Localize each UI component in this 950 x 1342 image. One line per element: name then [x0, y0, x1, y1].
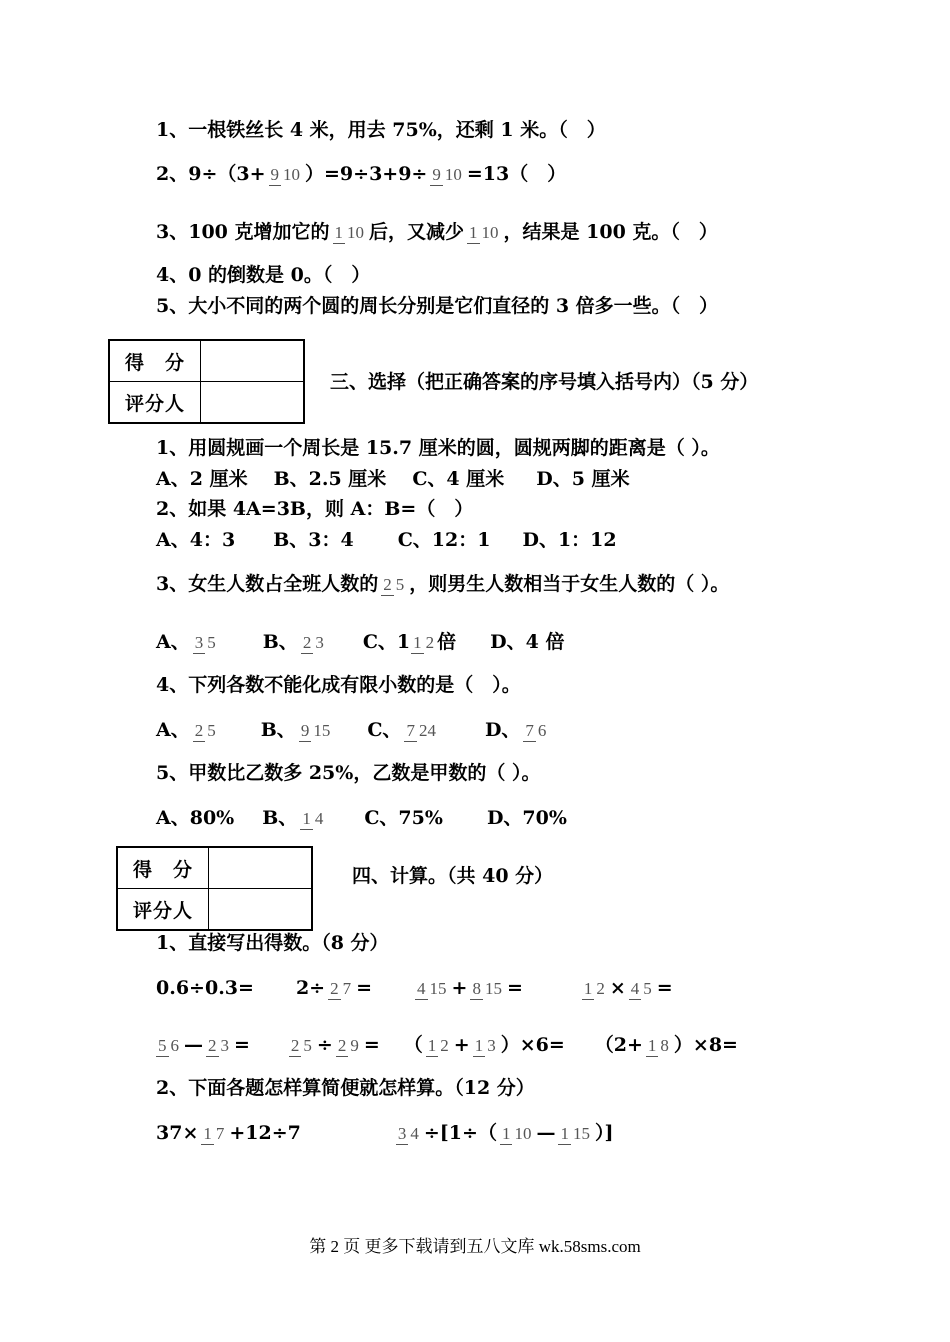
choice-question-2: 2、如果 4A=3B，则 A：B=（ ）	[156, 498, 474, 520]
choice-options-3: A、 3 5 B、 2 3 C、1 1 2 倍 D、4 倍	[156, 631, 565, 653]
fraction: 1 10	[334, 222, 364, 242]
fraction: 1 3	[474, 1035, 496, 1055]
calc-part-2-title: 2、下面各题怎样算简便就怎样算。（12 分）	[156, 1077, 535, 1099]
fraction: 1 2	[583, 978, 605, 998]
page-footer: 第 2 页 更多下载请到五八文库 wk.58sms.com	[309, 1237, 641, 1256]
score-cell	[209, 847, 313, 889]
grader-cell	[201, 382, 305, 424]
fraction: 4 5	[630, 978, 652, 998]
choice-options-4: A、 2 5 B、 9 15 C、 7 24 D、 7 6	[156, 719, 547, 741]
fraction: 2 7	[330, 978, 352, 998]
fraction: 7 6	[525, 720, 547, 740]
choice-options-2	[156, 528, 617, 552]
fraction: 1 8	[647, 1035, 669, 1055]
fraction: 1 15	[560, 1123, 590, 1143]
fraction: 9 10	[432, 164, 462, 184]
tf-question-3: 3、100 克增加它的 1 10 后，又减少 1 10 ，结果是 100 克。（ ）	[156, 221, 718, 243]
section-4-title: 四、计算。（共 40 分）	[352, 865, 554, 887]
fraction: 2 5	[194, 720, 216, 740]
calc-row-1: 0.6÷0.3= 2÷ 2 7 = 4 15 + 8 15 = 1 2 × 4 5 =	[156, 977, 673, 999]
fraction: 3 5	[194, 632, 216, 652]
option: D、1：12	[522, 529, 617, 551]
fraction: 1 10	[469, 222, 499, 242]
option: A、4：3	[156, 529, 236, 551]
fraction: 4 15	[417, 978, 447, 998]
grader-label: 评分人	[109, 382, 201, 424]
score-cell	[201, 340, 305, 382]
tf-q1-text: 1、一根铁丝长 4 米，用去 75%，还剩 1 米。（ ）	[156, 119, 606, 141]
score-box	[116, 846, 313, 931]
fraction: 9 15	[300, 720, 331, 740]
fraction: 1 2	[427, 1035, 449, 1055]
fraction: 2 9	[337, 1035, 359, 1055]
tf-question-5: 5、大小不同的两个圆的周长分别是它们直径的 3 倍多一些。（ ）	[156, 295, 719, 317]
choice-options-5: A、80% B、 1 4 C、75% D、70%	[156, 807, 567, 829]
choice-question-5: 5、甲数比乙数多 25%，乙数是甲数的（ ）。	[156, 762, 541, 784]
option: D、5 厘米	[536, 468, 630, 490]
option: A、2 厘米	[156, 468, 248, 490]
choice-options-1	[156, 467, 630, 491]
grader-cell	[209, 889, 313, 931]
fraction: 7 24	[406, 720, 436, 740]
fraction: 8 15	[472, 978, 502, 998]
choice-question-1: 1、用圆规画一个周长是 15.7 厘米的圆，圆规两脚的距离是（ ）。	[156, 437, 720, 459]
fraction: 2 5	[290, 1035, 312, 1055]
calc-row-3: 37× 1 7 +12÷7 3 4 ÷[1÷（ 1 10 — 1 15 ）]	[156, 1122, 614, 1144]
tf-question-1	[156, 118, 606, 142]
calc-row-2: 5 6 — 2 3 = 2 5 ÷ 2 9 = （ 1 2 + 1 3 ）×6= （2+ 1 8 ）×8=	[158, 1034, 738, 1056]
score-label: 得 分	[117, 847, 209, 889]
tf-question-4: 4、0 的倒数是 0。（ ）	[156, 264, 371, 286]
score-box	[108, 339, 305, 424]
fraction: 1 4	[302, 808, 324, 828]
section-3-title: 三、选择（把正确答案的序号填入括号内）（5 分）	[330, 371, 759, 393]
calc-part-1-title: 1、直接写出得数。（8 分）	[156, 932, 389, 954]
option: C、4 厘米	[412, 468, 505, 490]
choice-question-3: 3、女生人数占全班人数的 2 5 ，则男生人数相当于女生人数的（ ）。	[156, 573, 730, 595]
option: B、3：4	[273, 529, 354, 551]
fraction: 3 4	[397, 1123, 419, 1143]
score-label: 得 分	[109, 340, 201, 382]
fraction: 1 7	[203, 1123, 225, 1143]
option: B、2.5 厘米	[273, 468, 387, 490]
fraction: 1 10	[501, 1123, 532, 1143]
fraction: 2 5	[383, 574, 405, 594]
grader-label: 评分人	[117, 889, 209, 931]
choice-question-4: 4、下列各数不能化成有限小数的是（ ）。	[156, 674, 521, 696]
tf-question-2: 2、9÷（3+ 9 10 ）=9÷3+9÷ 9 10 =13（ ）	[156, 163, 567, 185]
fraction: 1 2	[413, 632, 435, 652]
fraction: 9 10	[270, 164, 301, 184]
fraction: 2 3	[302, 632, 324, 652]
option: C、12：1	[397, 529, 491, 551]
fraction: 2 3	[208, 1035, 229, 1055]
fraction: 5 6	[158, 1035, 179, 1055]
